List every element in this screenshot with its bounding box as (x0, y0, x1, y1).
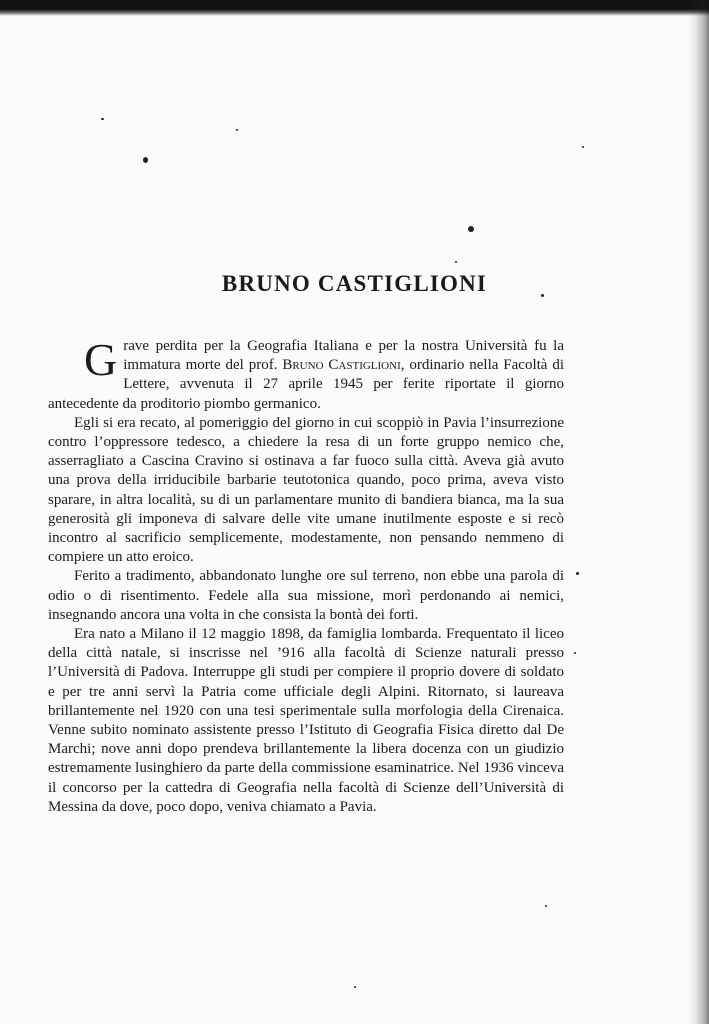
ink-speck (143, 157, 148, 163)
ink-speck (354, 986, 356, 988)
ink-speck (455, 261, 457, 263)
ink-speck (468, 226, 474, 232)
page-right-shadow (687, 0, 709, 1024)
ink-speck (545, 905, 547, 907)
ink-speck (236, 129, 238, 131)
ink-speck (576, 572, 579, 575)
page-top-shadow (0, 0, 709, 16)
ink-speck (101, 118, 104, 120)
article-body (48, 334, 564, 817)
paragraph-1 (48, 334, 564, 414)
paragraph-4: Era nato a Milano il 12 maggio 1898, da famiglia lombarda. Frequentato il liceo della città natale, si inscrisse nel ’916 alla facoltà di Scienze naturali presso l’Università di Padova. Interruppe gli studi per compiere il proprio dovere di soldato e per tre anni servì la Patria come ufficiale degli Alpini. Ritornato, si laureava brillantemente nel 1920 con una tesi sperimentale sulla morfologia della Cirenaica. Venne subito nominato assistente presso l’Istituto di Geografia Fisica diretto dal De Marchi; nove anni dopo prendeva brillantemente la libera docenza con un giudizio estremamente lusinghiero da parte della commissione esaminatrice. Nel 1936 vinceva il concorso per la cattedra di Geografia nella facoltà di Scienze dell’Università di Messina da dove, poco dopo, veniva chiamato a Pavia. (48, 626, 564, 815)
paragraph-2: Egli si era recato, al pomeriggio del giorno in cui scoppiò in Pavia l’insurrezione contro l’oppressore tedesco, a chiedere la resa di un forte gruppo nemico che, asserragliato a Cascina Cravino si ostinava a far fuoco sulla città. Aveva già avuto una prova della irriducibile barbarie teutotonica quando, poco prima, aveva visto sparare, in altra località, su di un parlamentare munito di bandiera bianca, ma la sua generosità gli imponeva di salvare delle vite umane inutilmente esposte e si recò incontro al sacrificio semplicemente, modestamente, non pensando nemmeno di compiere un atto eroico. (48, 414, 564, 566)
paragraph-text: rave perdita per la Geografia Italiana e per la nostra Università fu la immatura morte del prof. (123, 338, 564, 374)
paragraph-text: , ordinario nella Facoltà di Lettere, avvenuta il 27 aprile 1945 per ferite riportate il giorno antecedente da proditorio piombo germanico. (48, 357, 564, 412)
ink-speck (574, 652, 576, 654)
paragraph-3: Ferito a tradimento, abbandonato lunghe ore sul terreno, non ebbe una parola di odio o di risentimento. Fedele alla sua missione, morì perdonando ai nemici, insegnando ancora una volta in che consista la bontà dei forti. (48, 568, 564, 623)
drop-cap: G (84, 334, 118, 385)
ink-speck (582, 146, 584, 148)
page-title: BRUNO CASTIGLIONI (221, 271, 488, 296)
author-name: Bruno Castiglioni (282, 357, 401, 374)
